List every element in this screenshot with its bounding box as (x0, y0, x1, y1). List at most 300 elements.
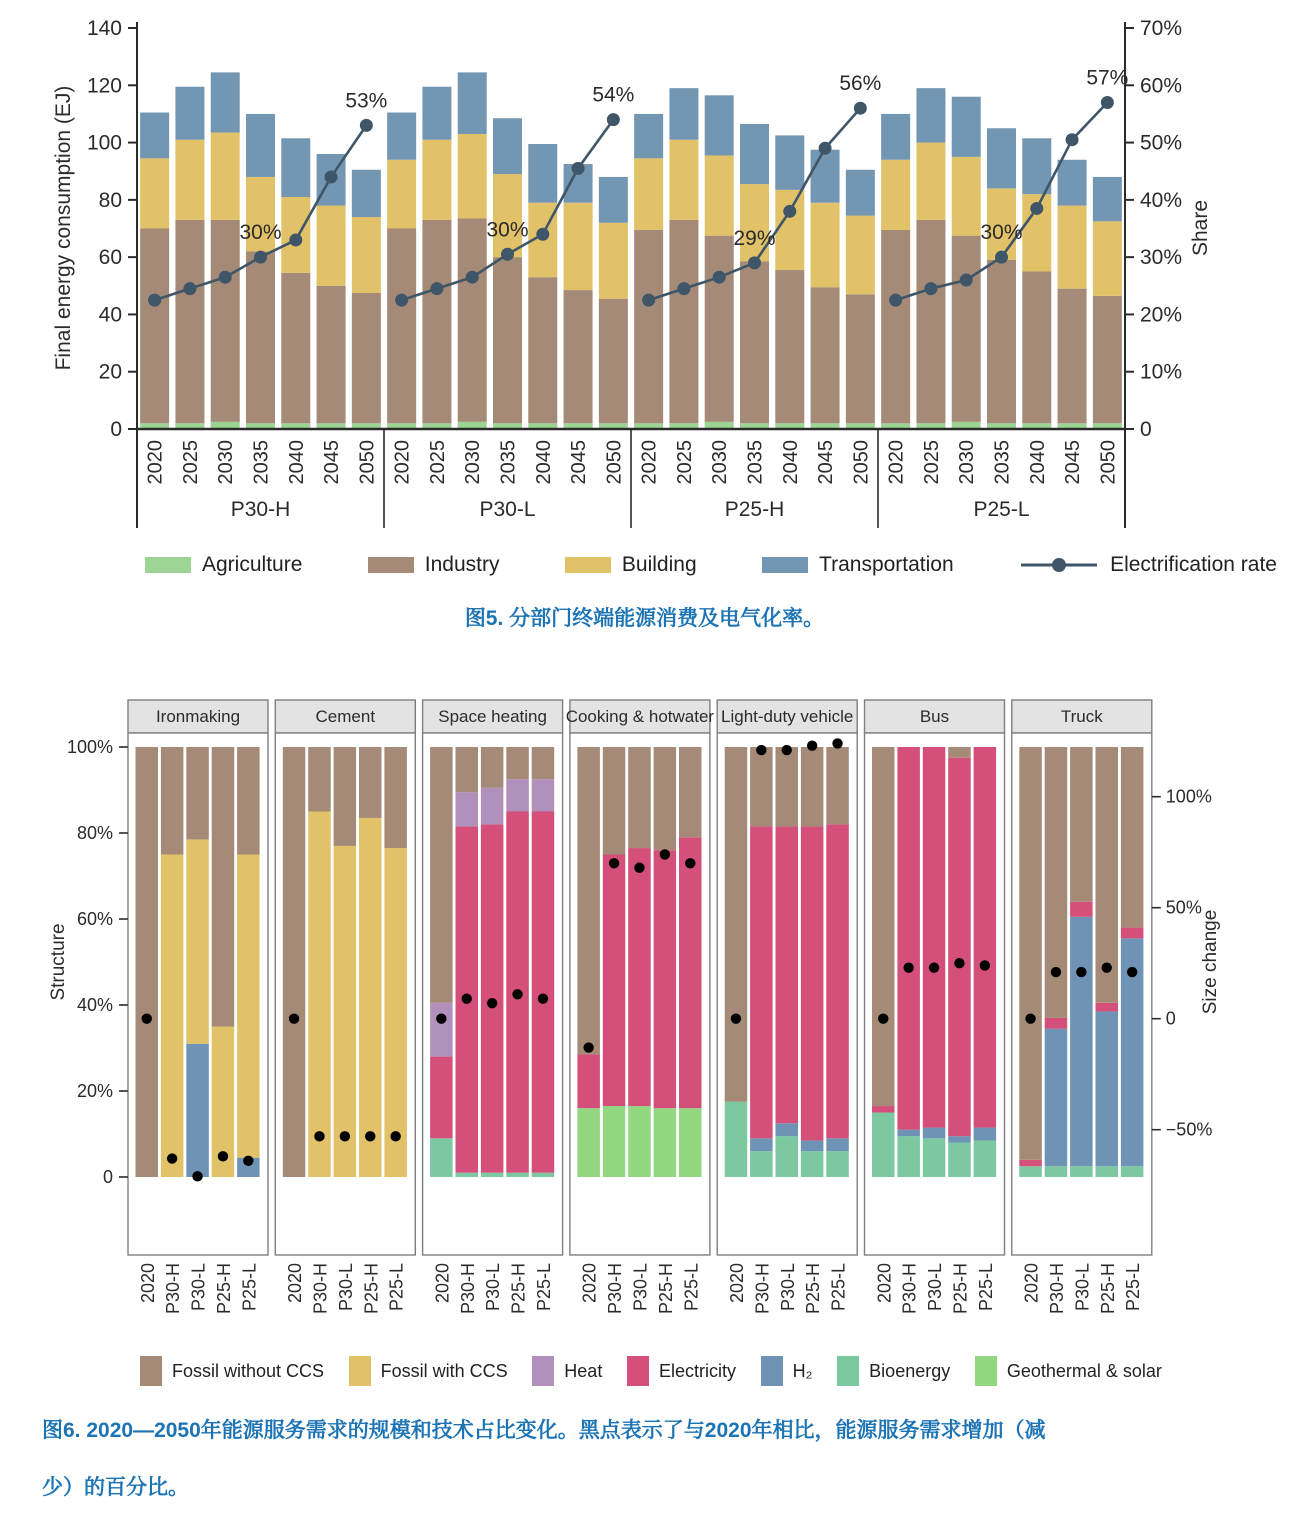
structure-segment-h2 (1045, 1029, 1068, 1167)
structure-segment-fossil_without_ccs (430, 747, 453, 1003)
panel-title: Space heating (438, 707, 547, 726)
legend-item-electricity (627, 1356, 736, 1386)
legend-label: Geothermal & solar (1006, 1360, 1162, 1381)
x-label: 2020 (432, 1263, 453, 1304)
panel-title: Cement (315, 707, 376, 726)
bar-segment-industry (493, 257, 522, 423)
structure-segment-bioenergy (1121, 1166, 1144, 1177)
bar-segment-transportation (669, 88, 698, 140)
size-change-dot (807, 740, 817, 750)
energy-service-structure-chart (0, 690, 1289, 1335)
electrification-rate-point (254, 251, 267, 264)
year-label: 2020 (885, 440, 908, 485)
bar-segment-transportation (811, 150, 840, 203)
bar-segment-industry (458, 218, 487, 421)
bar-segment-transportation (740, 124, 769, 184)
year-label: 2045 (321, 440, 344, 485)
year-label: 2050 (356, 440, 379, 485)
scenario-label: P30-H (230, 498, 291, 521)
figure6-caption-line2: 少）的百分比。 (42, 1476, 189, 1499)
year-label: 2025 (426, 440, 449, 485)
panel-title: Truck (1060, 707, 1103, 726)
structure-segment-fossil_without_ccs (283, 747, 306, 1177)
bar-segment-building (705, 155, 734, 235)
h2-swatch (761, 1356, 783, 1386)
size-change-dot (980, 960, 990, 970)
tick-label: 80 (98, 188, 122, 212)
bar-segment-industry (281, 273, 310, 423)
size-change-dot (365, 1131, 375, 1141)
structure-segment-h2 (750, 1138, 773, 1151)
structure-segment-fossil_without_ccs (481, 747, 504, 788)
year-label: 2040 (1026, 440, 1049, 485)
structure-segment-fossil_without_ccs (1121, 747, 1144, 928)
x-label: P30-L (925, 1263, 946, 1312)
year-label: 2020 (638, 440, 661, 485)
x-label: P30-H (605, 1263, 626, 1315)
structure-segment-h2 (974, 1128, 997, 1141)
structure-segment-fossil_without_ccs (750, 747, 773, 827)
size-change-dot (192, 1171, 202, 1181)
bar-segment-building (669, 140, 698, 220)
panel-title: Ironmaking (155, 707, 241, 726)
structure-segment-fossil_without_ccs (186, 747, 209, 839)
tick-label: 50% (1165, 897, 1202, 918)
y-axis-title-left: Final energy consumption (EJ) (52, 85, 75, 371)
structure-segment-fossil_with_ccs (308, 812, 331, 1178)
structure-segment-h2 (948, 1136, 971, 1142)
x-label: P30-L (777, 1263, 798, 1312)
tick-label: 0 (102, 1167, 113, 1187)
bar-segment-building (811, 203, 840, 287)
structure-segment-geothermal_solar (628, 1106, 651, 1177)
bar-segment-industry (740, 261, 769, 423)
tick-label: 100% (66, 737, 113, 757)
structure-segment-fossil_without_ccs (161, 747, 184, 855)
structure-segment-fossil_without_ccs (1019, 747, 1042, 1160)
structure-segment-fossil_without_ccs (506, 747, 529, 779)
industry-swatch (368, 557, 414, 573)
legend-label: Industry (424, 553, 500, 576)
x-label: P30-L (335, 1263, 356, 1312)
bar-segment-transportation (528, 144, 557, 203)
structure-segment-electricity (826, 824, 849, 1138)
bar-segment-transportation (952, 97, 981, 157)
figure6-legend (140, 1354, 1162, 1388)
share-annotation: 56% (839, 72, 882, 96)
x-label: P30-L (630, 1263, 651, 1312)
structure-segment-h2 (801, 1140, 824, 1151)
bar-segment-transportation (140, 112, 169, 158)
electrification-rate-point (1101, 96, 1114, 109)
structure-segment-bioenergy (506, 1173, 529, 1177)
bar-segment-building (952, 157, 981, 236)
x-label: P25-L (239, 1263, 260, 1312)
structure-segment-electricity (801, 827, 824, 1141)
x-label: 2020 (874, 1263, 895, 1304)
structure-segment-heat (430, 1003, 453, 1057)
structure-segment-fossil_without_ccs (826, 747, 849, 824)
y-axis-title-right: Size change (1200, 909, 1221, 1015)
tick-label: 100% (1165, 786, 1212, 807)
structure-segment-bioenergy (974, 1140, 997, 1177)
x-label: 2020 (579, 1263, 600, 1304)
bar-segment-industry (775, 270, 804, 423)
tick-label: 10% (1140, 360, 1183, 384)
fossil_with_ccs-swatch (349, 1356, 371, 1386)
size-change-dot (685, 858, 695, 868)
tick-label: 60% (76, 909, 113, 929)
size-change-dot (954, 958, 964, 968)
electrification-rate-legend-icon (1019, 556, 1099, 574)
tick-label: 20 (98, 360, 122, 384)
bar-segment-transportation (422, 87, 451, 140)
legend-item-building (565, 553, 697, 577)
y-axis-title-right: Share (1189, 199, 1212, 257)
figure6-caption-line1: 图6. 2020—2050年能源服务需求的规模和技术占比变化。黑点表示了与2020年相比，能源服务需求增加（减 (42, 1419, 1046, 1442)
structure-segment-electricity (776, 827, 799, 1124)
tick-label: 140 (86, 17, 122, 40)
year-label: 2030 (956, 440, 979, 485)
legend-item-bioenergy (837, 1356, 950, 1386)
structure-segment-fossil_with_ccs (237, 855, 260, 1158)
year-label: 2040 (285, 440, 308, 485)
bar-segment-industry (705, 236, 734, 422)
bar-segment-building (422, 140, 451, 220)
x-label: 2020 (285, 1263, 306, 1304)
year-label: 2035 (497, 440, 520, 485)
structure-segment-bioenergy (532, 1173, 555, 1177)
bar-segment-transportation (634, 114, 663, 158)
fossil_without_ccs-swatch (140, 1356, 162, 1386)
electrification-rate-point (642, 294, 655, 307)
structure-segment-electricity (897, 747, 920, 1130)
bar-segment-industry (317, 286, 346, 423)
structure-segment-bioenergy (1096, 1166, 1119, 1177)
bar-segment-industry (211, 220, 240, 422)
structure-segment-fossil_without_ccs (384, 747, 407, 848)
size-change-dot (731, 1014, 741, 1024)
size-change-dot (1025, 1014, 1035, 1024)
legend-item-agriculture (145, 553, 302, 577)
x-label: P30-L (188, 1263, 209, 1312)
bar-segment-building (493, 174, 522, 257)
structure-segment-bioenergy (801, 1151, 824, 1177)
size-change-dot (832, 738, 842, 748)
electrification-rate-point (889, 294, 902, 307)
size-change-dot (660, 849, 670, 859)
bar-segment-industry (175, 220, 204, 423)
x-label: P30-H (752, 1263, 773, 1315)
year-label: 2035 (991, 440, 1014, 485)
panel-title: Light-duty vehicle (721, 707, 854, 726)
structure-segment-electricity (750, 827, 773, 1139)
year-label: 2040 (779, 440, 802, 485)
tick-label: 20% (1140, 303, 1183, 327)
x-label: P25-L (975, 1263, 996, 1312)
x-label: P30-H (457, 1263, 478, 1315)
legend-item-line (1019, 553, 1277, 577)
tick-label: 20% (76, 1081, 113, 1101)
size-change-dot (487, 998, 497, 1008)
structure-segment-bioenergy (481, 1173, 504, 1177)
structure-segment-electricity (532, 812, 555, 1173)
panel-title: Bus (919, 707, 950, 726)
size-change-dot (340, 1131, 350, 1141)
structure-segment-fossil_without_ccs (237, 747, 260, 855)
bar-segment-building (916, 143, 945, 220)
size-change-dot (167, 1153, 177, 1163)
structure-segment-electricity (603, 855, 626, 1107)
share-annotation: 30% (486, 218, 529, 242)
share-annotation: 57% (1086, 66, 1129, 90)
x-label: P25-L (1123, 1263, 1144, 1312)
bar-segment-transportation (211, 72, 240, 132)
share-annotation: 30% (980, 221, 1023, 245)
bar-segment-industry (599, 299, 628, 424)
tick-label: 0 (110, 418, 122, 441)
legend-item-heat (532, 1356, 602, 1386)
legend-label: Fossil without CCS (172, 1360, 325, 1381)
bar-segment-industry (246, 251, 275, 423)
structure-segment-fossil_without_ccs (603, 747, 626, 855)
structure-segment-heat (481, 788, 504, 825)
structure-segment-fossil_without_ccs (654, 747, 677, 850)
geothermal_solar-swatch (975, 1356, 997, 1386)
electrification-rate-point (748, 256, 761, 269)
tick-label: 30% (1140, 246, 1183, 270)
x-label: P25-L (681, 1263, 702, 1312)
share-annotation: 29% (733, 226, 776, 250)
tick-label: 0 (1165, 1008, 1176, 1029)
structure-segment-geothermal_solar (577, 1108, 600, 1177)
size-change-dot (782, 745, 792, 755)
bar-segment-building (175, 140, 204, 220)
figure5-legend (145, 549, 1277, 581)
x-label: P30-H (899, 1263, 920, 1315)
structure-segment-fossil_without_ccs (801, 747, 824, 827)
size-change-dot (903, 962, 913, 972)
x-label: P25-H (508, 1263, 529, 1315)
bar-segment-industry (881, 230, 910, 423)
bar-segment-transportation (246, 114, 275, 177)
electricity-swatch (627, 1356, 649, 1386)
scenario-label: P25-L (973, 498, 1030, 521)
bar-segment-transportation (775, 135, 804, 189)
structure-segment-h2 (186, 1044, 209, 1177)
bar-segment-industry (634, 230, 663, 423)
structure-segment-h2 (1070, 917, 1093, 1166)
structure-segment-electricity (872, 1106, 895, 1112)
structure-segment-electricity (1096, 1003, 1119, 1012)
electrification-rate-point (325, 170, 338, 183)
tick-label: 70% (1140, 17, 1183, 40)
structure-segment-fossil_with_ccs (384, 848, 407, 1177)
bar-segment-building (846, 216, 875, 295)
structure-segment-electricity (948, 758, 971, 1136)
bar-segment-industry (422, 220, 451, 423)
structure-segment-fossil_without_ccs (136, 747, 159, 1177)
heat-swatch (532, 1356, 554, 1386)
tick-label: 80% (76, 823, 113, 843)
size-change-dot (1127, 967, 1137, 977)
x-label: P25-H (213, 1263, 234, 1315)
tick-label: 120 (86, 74, 122, 98)
structure-segment-heat (532, 779, 555, 811)
structure-segment-h2 (826, 1138, 849, 1151)
structure-segment-heat (506, 779, 529, 811)
legend-label: H₂ (792, 1360, 813, 1381)
structure-segment-bioenergy (430, 1138, 453, 1177)
year-label: 2025 (673, 440, 696, 485)
electrification-rate-point (466, 271, 479, 284)
structure-segment-geothermal_solar (679, 1108, 702, 1177)
electrification-rate-point (924, 282, 937, 295)
share-annotation: 30% (239, 221, 282, 245)
bar-segment-transportation (175, 87, 204, 140)
structure-segment-fossil_without_ccs (725, 747, 748, 1102)
structure-segment-electricity (628, 848, 651, 1106)
year-label: 2020 (391, 440, 414, 485)
size-change-dot (634, 863, 644, 873)
tick-label: 40% (76, 995, 113, 1015)
bar-segment-building (387, 160, 416, 229)
structure-segment-fossil_with_ccs (186, 839, 209, 1043)
y-axis-title-left: Structure (48, 923, 69, 1001)
electrification-rate-point (854, 102, 867, 115)
x-label: P30-H (163, 1263, 184, 1315)
electrification-rate-point (713, 271, 726, 284)
year-label: 2045 (568, 440, 591, 485)
electrification-rate-point (1066, 133, 1079, 146)
bar-segment-building (317, 206, 346, 286)
structure-segment-bioenergy (948, 1143, 971, 1177)
structure-segment-fossil_without_ccs (872, 747, 895, 1106)
bar-segment-transportation (1022, 138, 1051, 194)
structure-segment-geothermal_solar (603, 1106, 626, 1177)
size-change-dot (390, 1131, 400, 1141)
x-label: P25-L (386, 1263, 407, 1312)
size-change-dot (756, 745, 766, 755)
year-label: 2030 (462, 440, 485, 485)
legend-label: Transportation (819, 553, 954, 576)
transportation-swatch (762, 557, 808, 573)
structure-segment-electricity (1070, 902, 1093, 917)
tick-label: 60 (98, 246, 122, 270)
x-label: 2020 (726, 1263, 747, 1304)
structure-segment-fossil_without_ccs (532, 747, 555, 779)
electrification-rate-point (677, 282, 690, 295)
size-change-dot (243, 1156, 253, 1166)
bar-segment-building (352, 217, 381, 293)
structure-segment-fossil_without_ccs (948, 747, 971, 758)
bar-segment-industry (987, 260, 1016, 423)
structure-segment-fossil_without_ccs (212, 747, 235, 1027)
electrification-rate-point (360, 119, 373, 132)
structure-segment-fossil_without_ccs (359, 747, 382, 818)
structure-segment-electricity (974, 747, 997, 1128)
bar-segment-transportation (916, 88, 945, 142)
x-label: 2020 (1021, 1263, 1042, 1304)
legend-label: Building (621, 553, 697, 576)
bar-segment-transportation (987, 128, 1016, 188)
x-label: P25-L (828, 1263, 849, 1312)
structure-segment-fossil_without_ccs (776, 747, 799, 827)
building-swatch (565, 557, 611, 573)
x-label: P30-H (310, 1263, 331, 1315)
final-energy-consumption-chart (0, 0, 1289, 535)
structure-segment-h2 (776, 1123, 799, 1136)
year-label: 2030 (709, 440, 732, 485)
bar-segment-building (1093, 221, 1122, 295)
share-annotation: 54% (592, 83, 635, 107)
size-change-dot (878, 1014, 888, 1024)
bar-segment-transportation (493, 118, 522, 174)
scenario-label: P25-H (724, 498, 785, 521)
bar-segment-building (634, 158, 663, 230)
structure-segment-h2 (923, 1128, 946, 1139)
size-change-dot (512, 989, 522, 999)
bar-segment-transportation (352, 170, 381, 217)
legend-label: Bioenergy (869, 1360, 951, 1381)
tick-label: 50% (1140, 131, 1183, 155)
electrification-rate-point (289, 233, 302, 246)
tick-label: 40 (98, 303, 122, 327)
legend-label: Electrification rate (1110, 553, 1277, 576)
x-label: P25-H (361, 1263, 382, 1315)
scenario-label: P30-L (479, 498, 536, 521)
size-change-dot (1102, 962, 1112, 972)
size-change-dot (142, 1014, 152, 1024)
bioenergy-swatch (837, 1356, 859, 1386)
share-annotation: 53% (345, 89, 388, 113)
electrification-rate-point (819, 142, 832, 155)
legend-label: Fossil with CCS (380, 1360, 508, 1381)
electrification-rate-point (536, 228, 549, 241)
year-label: 2025 (179, 440, 202, 485)
structure-segment-bioenergy (776, 1136, 799, 1177)
electrification-rate-point (960, 274, 973, 287)
structure-segment-electricity (923, 747, 946, 1128)
structure-segment-bioenergy (750, 1151, 773, 1177)
bar-segment-transportation (599, 177, 628, 223)
year-label: 2045 (1062, 440, 1085, 485)
bar-segment-transportation (705, 95, 734, 155)
electrification-rate-point (148, 294, 161, 307)
structure-segment-bioenergy (923, 1138, 946, 1177)
year-label: 2050 (1097, 440, 1120, 485)
x-label: P25-H (950, 1263, 971, 1315)
year-label: 2035 (250, 440, 273, 485)
electrification-rate-point (783, 205, 796, 218)
size-change-dot (436, 1014, 446, 1024)
electrification-rate-point (395, 294, 408, 307)
x-label: P30-H (1046, 1263, 1067, 1315)
size-change-dot (289, 1014, 299, 1024)
bar-segment-building (211, 133, 240, 220)
agriculture-swatch (145, 557, 191, 573)
bar-segment-industry (140, 229, 169, 424)
structure-segment-fossil_with_ccs (359, 818, 382, 1177)
size-change-dot (314, 1131, 324, 1141)
bar-segment-building (140, 158, 169, 228)
bar-segment-industry (952, 236, 981, 422)
electrification-rate-point (572, 162, 585, 175)
figure5-caption: 图5. 分部门终端能源消费及电气化率。 (464, 607, 825, 630)
x-label: P25-L (533, 1263, 554, 1312)
year-label: 2050 (850, 440, 873, 485)
size-change-dot (1076, 967, 1086, 977)
